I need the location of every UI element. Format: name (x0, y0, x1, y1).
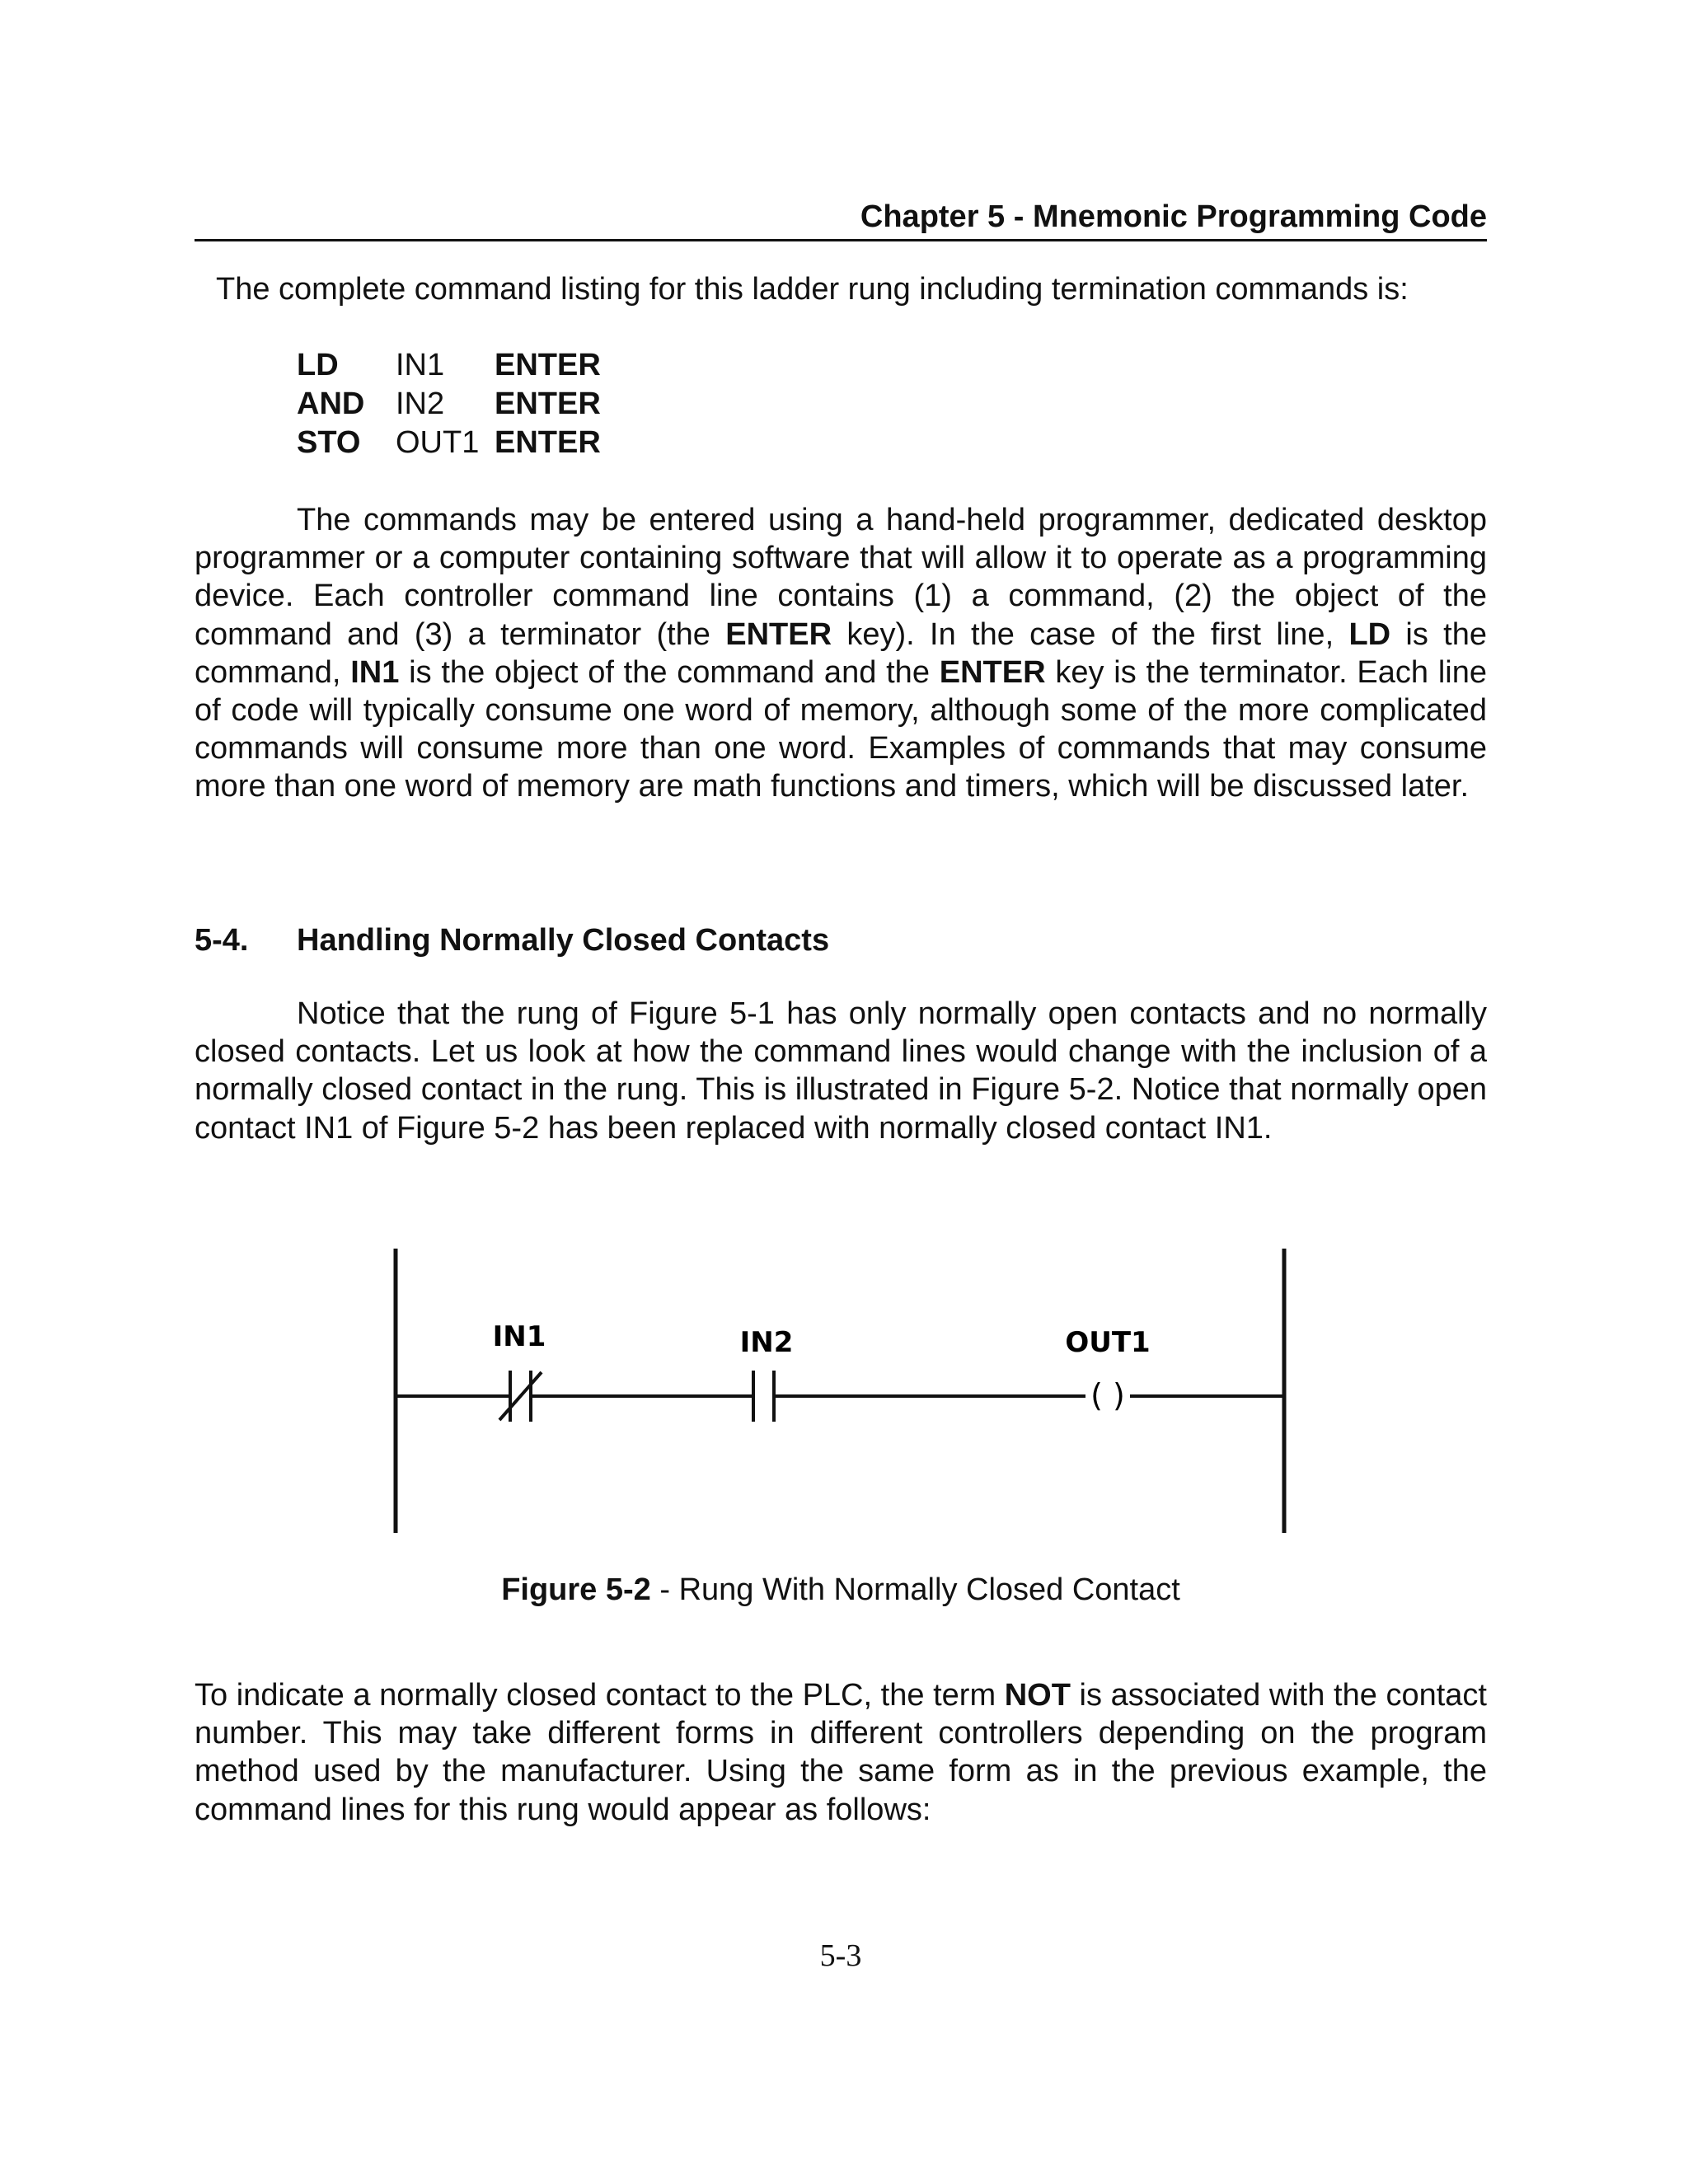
figure-number: Figure 5-2 (501, 1572, 651, 1607)
command-terminator: ENTER (495, 348, 601, 382)
page-number: 5-3 (819, 1938, 862, 1973)
figure-caption-text: Rung With Normally Closed Contact (678, 1572, 1180, 1607)
command-op: STO (297, 425, 361, 460)
output-coil-out1: ( ) (1090, 1377, 1125, 1413)
command-line (297, 385, 601, 424)
command-line (297, 424, 601, 462)
ladder-rung-diagram (387, 1249, 1294, 1545)
command-op: LD (297, 348, 339, 382)
command-listing (297, 346, 601, 462)
command-object: IN2 (396, 387, 445, 421)
command-op: AND (297, 387, 365, 421)
coil-label-out1: OUT1 (1065, 1326, 1151, 1359)
paragraph-programming-devices: The commands may be entered using a hand-held programmer, dedicated desktop programmer or a computer containing software that will allow it to operate as a programming device. Each controller command line contains (1) a command, (2) the object of the command and (3) a terminator (the ENTER key). In the case of the first line, LD is the command, IN1 is the object of the command and the ENTER key is the terminator. Each line of code will typically consume one word of memory, although some of the more complicated commands will consume more than one word. Examples of commands that may consume more than one word of memory are math functions and timers, which will be discussed later. (195, 503, 1488, 804)
command-terminator: ENTER (495, 387, 601, 421)
intro-text: The complete command listing for this ladder rung including termination commands is: (216, 272, 1409, 307)
command-terminator: ENTER (495, 425, 601, 460)
command-object: OUT1 (396, 425, 480, 460)
contact-label-in2: IN2 (739, 1326, 794, 1359)
section-title: Handling Normally Closed Contacts (297, 923, 830, 958)
contact-label-in1: IN1 (492, 1320, 546, 1353)
section-number: 5-4. (195, 923, 249, 958)
figure-caption: Figure 5-2 - Rung With Normally Closed Contact (501, 1572, 1180, 1607)
paragraph-not-term: To indicate a normally closed contact to the PLC, the term NOT is associated with the contact number. This may take different forms in different controllers depending on the program method used by the manufacturer. Using the same form as in the previous example, the command lines for this rung would appear as follows: (195, 1678, 1487, 1827)
command-line (297, 346, 601, 385)
section-heading (195, 921, 829, 959)
header-rule (195, 239, 1487, 241)
normally-open-contact-in2 (753, 1371, 774, 1422)
chapter-header: Chapter 5 - Mnemonic Programming Code (860, 199, 1487, 234)
command-object: IN1 (396, 348, 445, 382)
paragraph-nc-intro: Notice that the rung of Figure 5-1 has only normally open contacts and no normally closed contacts. Let us look at how the command lines would change with the inclusion of a normally closed contact in the rung. This is illustrated in Figure 5-2. Notice that normally open contact IN1 of Figure 5-2 has been replaced with normally closed contact IN1. (195, 996, 1487, 1146)
